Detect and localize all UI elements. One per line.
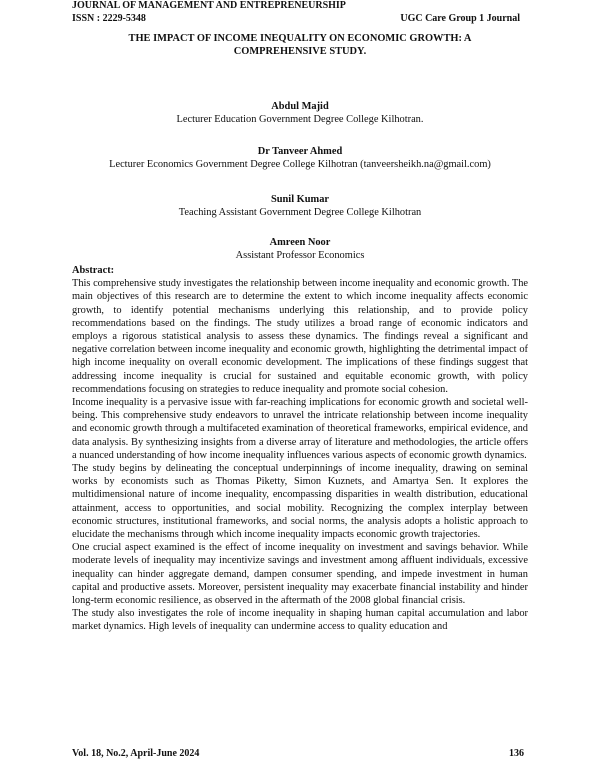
author-block-4 [72, 236, 528, 262]
ugc-label: UGC Care Group 1 Journal [400, 13, 520, 24]
author-block-3 [72, 193, 528, 219]
paragraph: The study also investigates the role of income inequality in shaping human capital accumulation and labor market dynamics. High levels of inequality can undermine access to quality education and [72, 608, 528, 633]
title-line-2: COMPREHENSIVE STUDY. [233, 46, 367, 57]
paper-title [72, 32, 528, 58]
author-affiliation: Lecturer Education Government Degree College Kilhotran. [176, 114, 424, 125]
title-line-1: THE IMPACT OF INCOME INEQUALITY ON ECONOMIC GROWTH: A [128, 33, 472, 44]
paragraph: The study begins by delineating the conceptual underpinnings of income inequality, drawing on seminal works by economists such as Thomas Piketty, Simon Kuznets, and Amartya Sen. It explores the multidimensional nature of income inequality, encompassing disparities in wealth distribution, educational attainment, access to opportunities, and social mobility. Recognizing the complex interplay between economic structures, institutional frameworks, and social norms, the analysis adopts a holistic approach to elucidate the mechanisms through which income inequality impacts economic growth trajectories. [72, 463, 528, 541]
author-block-1 [72, 100, 528, 126]
paper-body [72, 264, 528, 634]
author-name: Abdul Majid [271, 101, 329, 112]
author-affiliation: Teaching Assistant Government Degree College Kilhotran [178, 207, 422, 218]
paragraph: One crucial aspect examined is the effect of income inequality on investment and savings behavior. While moderate levels of inequality may incentivize savings and investment among affluent individuals, excessive inequality can hinder aggregate demand, dampen consumer spending, and impede investment in human capital and productive assets. Moreover, persistent inequality may exacerbate financial instability and hinder long-term economic resilience, as observed in the aftermath of the 2008 global financial crisis. [72, 542, 528, 607]
author-block-2 [72, 145, 528, 171]
issn: ISSN : 2229-5348 [72, 13, 146, 24]
author-name: Sunil Kumar [270, 194, 330, 205]
abstract-heading: Abstract: [72, 265, 115, 276]
author-affiliation: Assistant Professor Economics [235, 250, 365, 261]
journal-name: JOURNAL OF MANAGEMENT AND ENTREPRENEURSHIP [72, 0, 346, 11]
author-affiliation: Lecturer Economics Government Degree College Kilhotran (tanveersheikh.na@gmail.com) [109, 159, 491, 170]
paragraph: This comprehensive study investigates the relationship between income inequality and economic growth. The main objectives of this research are to determine the extent to which income inequality affects economic growth, to identify potential mechanisms underlying this relationship, and to provide policy recommendations based on the findings. The study utilizes a broad range of economic indicators and employs a rigorous statistical analysis to assess these dynamics. The findings reveal a significant and negative correlation between income inequality and economic growth, highlighting the detrimental impact of high income inequality on overall economic development. The implications of these findings suggest that addressing income inequality is crucial for sustained and equitable economic growth, with policy recommendations focusing on strategies to reduce inequality and promote social cohesion. [72, 278, 529, 395]
paragraph: Income inequality is a pervasive issue with far-reaching implications for economic growth and societal well-being. This comprehensive study endeavors to unravel the intricate relationship between income inequality and economic growth through a multifaceted examination of theoretical frameworks, empirical evidence, and data analysis. By synthesizing insights from a diverse array of literature and methodologies, the article offers a nuanced understanding of how income inequality influences various aspects of economic growth dynamics. [72, 397, 528, 461]
author-name: Amreen Noor [269, 237, 331, 248]
author-name: Dr Tanveer Ahmed [257, 146, 343, 157]
page-number: 136 [509, 748, 524, 759]
footer-volume: Vol. 18, No.2, April-June 2024 [72, 748, 200, 759]
